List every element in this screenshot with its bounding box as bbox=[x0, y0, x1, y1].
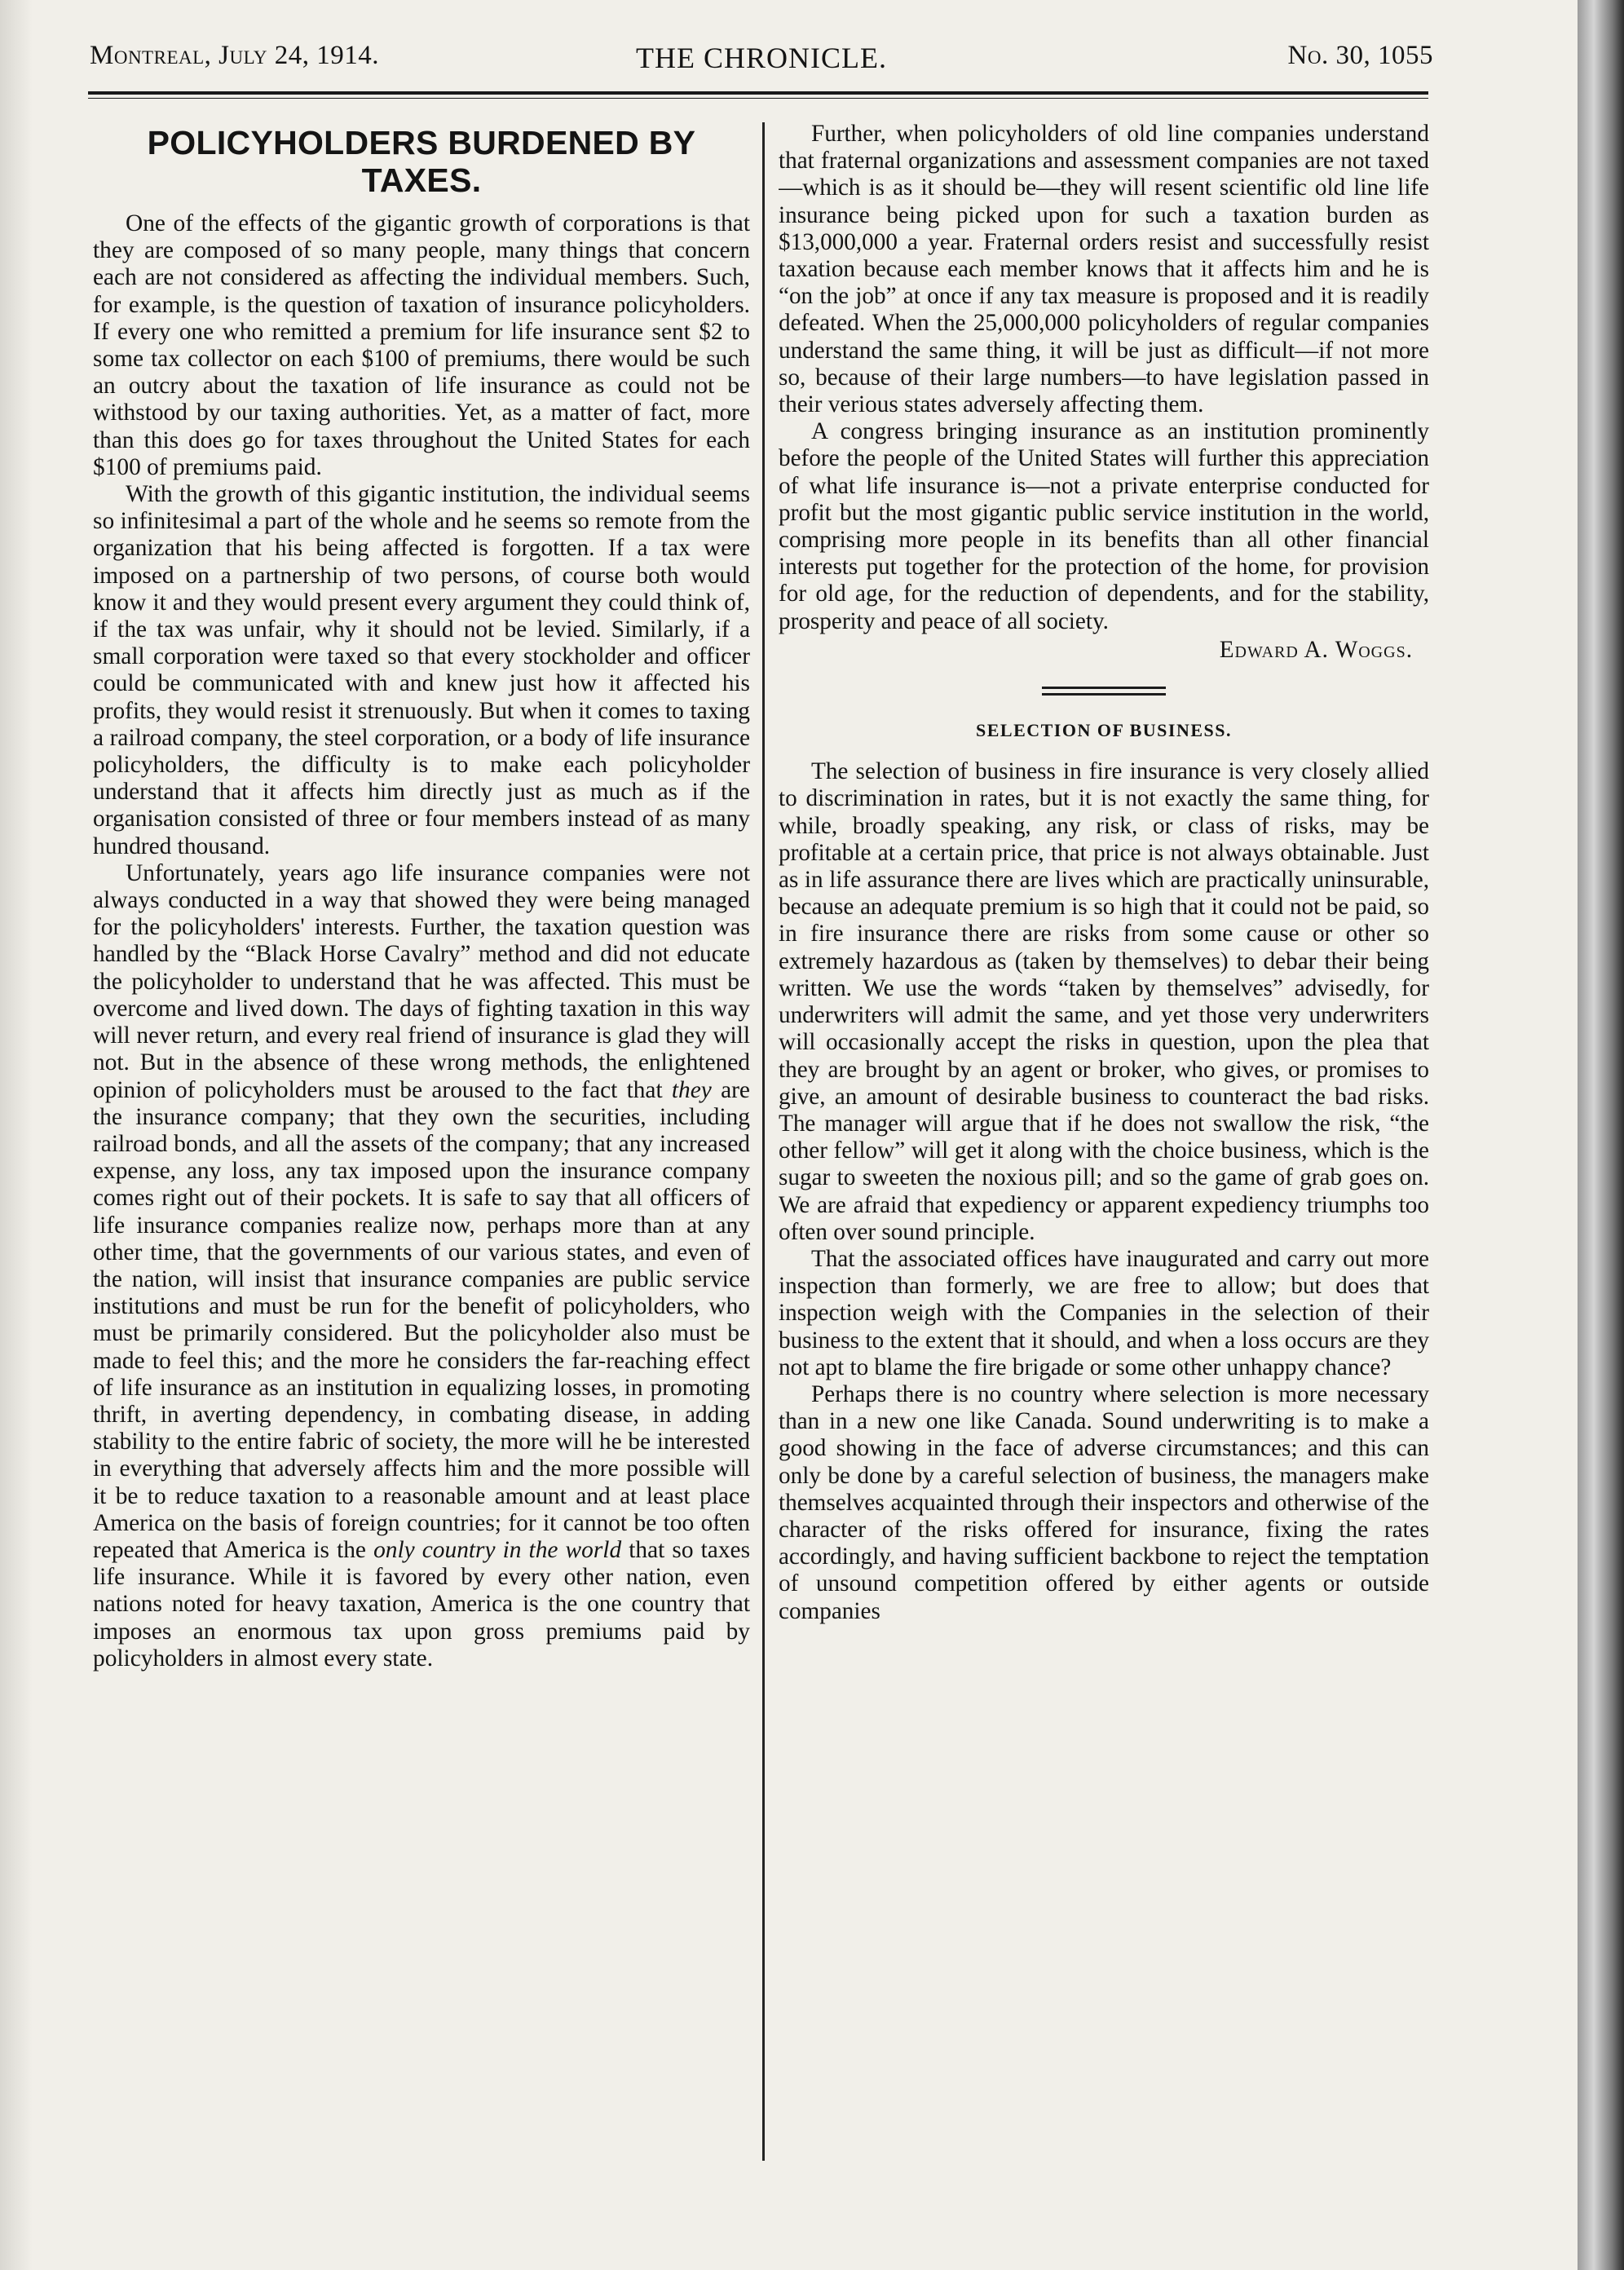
article-2-paragraph-3: Perhaps there is no country where selection is more necessary than in a new one like Canada. Sound underwriting is to make a good showing in the face of adverse circumstances; and this can only be done by a careful selection of business, the managers make themselves acquainted through their inspectors and otherwise of the character of the risks offered for insurance, fixing the rates accordingly, and having sufficient backbone to reject the temptation of unsound competition offered by either agents or outside companies bbox=[779, 1380, 1429, 1624]
article-paragraph-5: A congress bringing insurance as an institution prominently before the people of the United States will further this appreciation of what life insurance is—not a private enterprise conducted for profit but the most gigantic public service institution in the world, comprising more people in its benefits than all other financial interests put together for the protection of the home, for provision for old age, for the reduction of dependents, and for the stability, prosperity and peace of all society. bbox=[779, 418, 1429, 634]
column-divider bbox=[762, 122, 765, 2161]
header-rule-thin bbox=[88, 98, 1428, 99]
article-paragraph-4: Further, when policyholders of old line companies understand that fraternal organizations and assessment companies are not taxed—which is as it should be—they will resent scientific old line life insurance being picked upon for such a taxation burden as $13,000,000 a year. Fraternal orders resist and successfully resist taxation because each member knows that it affects him and he is “on the job” at once if any tax measure is proposed and it is readily defeated. When the 25,000,000 policyholders of regular companies understand the same thing, it will be just as difficult—if not more so, because of their large numbers—to have legislation passed in their verious states adversely affecting them. bbox=[779, 121, 1429, 418]
italic-emphasis: they bbox=[671, 1076, 712, 1103]
article-signature: Edward A. Woggs. bbox=[1219, 636, 1413, 663]
separator-rule bbox=[1042, 693, 1166, 696]
running-head bbox=[90, 41, 1433, 73]
paragraph-text: that so taxes life insurance. While it is favored by every other nation, even nations noted for heavy taxation, America is the one country that imposes an enormous tax upon gross premiums paid by policyholders in almost every state. bbox=[93, 1536, 750, 1672]
italic-emphasis: only country in the world bbox=[373, 1536, 622, 1563]
paragraph-text: Unfortunately, years ago life insurance companies were not always conducted in a way that showed they were being managed for the policyholders' interests. Further, the taxation question was handled by the “Black Horse Cavalry” method and did not educate the policyholder to understand that he was affected. This must be overcome and lived down. The days of fighting taxation in this way will never return, and every real friend of insurance is glad they will not. But in the absence of these wrong methods, the enlightened opinion of policyholders must be aroused to the fact that bbox=[93, 859, 750, 1103]
page-edge-shadow bbox=[1578, 0, 1624, 2270]
running-head-page-number: No. 30, 1055 bbox=[1287, 41, 1433, 70]
paragraph-text: are the insurance company; that they own the securities, including railroad bonds, and all the assets of the company; that any increased expense, any loss, any tax imposed upon the insurance company comes right out of their pockets. It is safe to say that all officers of life insurance companies realize now, perhaps more than at any other time, that the governments of our various states, and even of the nation, will insist that insurance companies are public service institutions and must be run for the benefit of policyholders, who must be primarily considered. But the policyholder also must be made to feel this; and the more he considers the far-reaching effect of life insurance as an institution in equalizing losses, in promoting thrift, in averting dependency, in combating disease, in adding stability to the entire fabric of society, the more will he be interested in everything that adversely affects him and the more possible will it be to reduce taxation to a reasonable amount and at least place America on the basis of foreign countries; for it cannot be too often repeated that America is the bbox=[93, 1076, 750, 1563]
article-2-paragraph-1: The selection of business in fire insurance is very closely allied to discrimination in rates, but it is not exactly the same thing, for while, broadly speaking, any risk, or class of risks, may be profitable at a certain price, that price is not always obtainable. Just as in life assurance there are lives which are practically uninsurable, because an adequate premium is so high that it could not be paid, so in fire insurance there are risks from some cause or other so extremely hazardous as (taken by themselves) to debar their being written. We use the words “taken by themselves” advisedly, for underwriters will admit the same, and yet those very underwriters will occasionally accept the risks in question, upon the plea that they are brought by an agent or broker, who gives, or promises to give, an amount of desirable business to counteract the bad risks. The manager will argue that if he does not swallow the risk, “the other fellow” will get it along with the choice business, which is the sugar to sweeten the noxious pill; and so the game of grab goes on. We are afraid that expediency or apparent expediency triumphs too often over sound principle. bbox=[779, 758, 1429, 1245]
article-2-headline: SELECTION OF BUSINESS. bbox=[975, 720, 1232, 741]
header-rule-thick bbox=[88, 91, 1428, 95]
article-2-paragraph-2: That the associated offices have inaugurated and carry out more inspection than formerly, we are free to allow; but does that inspection weigh with the Companies in the selection of their business to the extent that it should, and when a loss occurs are they not apt to blame the fire brigade or some other unhappy chance? bbox=[779, 1245, 1429, 1380]
right-column bbox=[779, 121, 1429, 2159]
article-paragraph-3 bbox=[93, 860, 750, 1672]
separator-rule bbox=[1042, 687, 1166, 689]
left-column bbox=[93, 121, 750, 2159]
page-gutter-shading bbox=[0, 0, 33, 2270]
section-separator bbox=[1042, 687, 1166, 696]
article-paragraph-1: One of the effects of the gigantic growth of corporations is that they are composed of so many people, many things that concern each are not considered as affecting the individual members. Such, for example, is the question of taxation of insurance policyholders. If every one who remitted a premium for life insurance sent $2 to some tax collector on each $100 of premiums, there would be such an outcry about the taxation of life insurance as could not be withstood by our taxing authorities. Yet, as a matter of fact, more than this does go for taxes throughout the United States for each $100 of premiums paid. bbox=[93, 210, 750, 480]
running-head-date: Montreal, July 24, 1914. bbox=[90, 41, 379, 70]
running-head-title: THE CHRONICLE. bbox=[636, 42, 887, 74]
article-paragraph-2: With the growth of this gigantic institution, the individual seems so infinitesimal a part of the whole and he seems so remote from the organization that his being affected is forgotten. If a tax were imposed on a partnership of two persons, of course both would know it and they would present every argument they could think of, if the tax was unfair, why it should not be levied. Similarly, if a small corporation were taxed so that every stockholder and officer could be communicated with and knew just how it affected his profits, they would resist it strenuously. But when it comes to taxing a railroad company, the steel corporation, or a body of life insurance policyholders, the difficulty is to make each policyholder understand that it affects him directly just as much as if the organisation consisted of three or four members instead of as many hundred thousand. bbox=[93, 481, 750, 859]
article-headline: POLICYHOLDERS BURDENED BY TAXES. bbox=[147, 124, 696, 199]
